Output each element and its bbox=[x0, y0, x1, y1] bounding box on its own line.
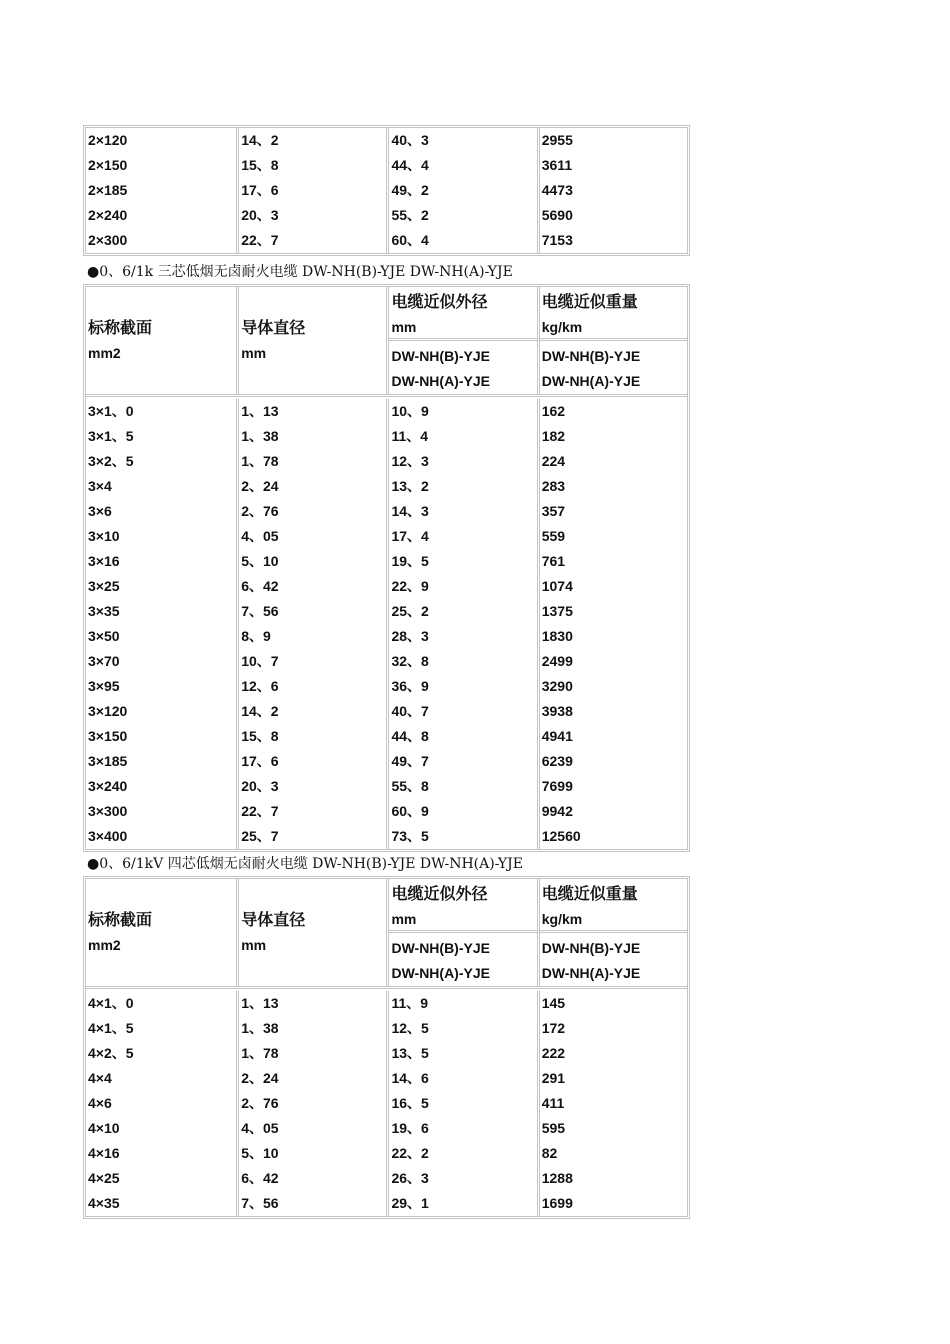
section-value: 4×1、0 bbox=[88, 995, 134, 1011]
weight-value: 6239 bbox=[541, 753, 573, 769]
header-section-unit: mm2 bbox=[88, 344, 121, 361]
header-diameter-unit: mm bbox=[391, 911, 417, 927]
conductor-value: 2、24 bbox=[241, 478, 279, 494]
section-value: 4×10 bbox=[88, 1120, 120, 1136]
conductor-value: 25、7 bbox=[241, 828, 279, 844]
conductor-value: 5、10 bbox=[241, 1145, 279, 1161]
weight-value: 357 bbox=[541, 503, 566, 519]
conductor-value: 14、2 bbox=[241, 703, 279, 719]
section-value: 3×185 bbox=[88, 753, 128, 769]
conductor-value: 2、76 bbox=[241, 1095, 279, 1111]
column-conductor bbox=[236, 991, 386, 1216]
header-diameter-model-a: DW-NH(A)-YJE bbox=[391, 373, 490, 389]
header-conductor bbox=[236, 879, 386, 986]
weight-value: 4473 bbox=[541, 182, 573, 198]
diameter-value: 32、8 bbox=[391, 653, 429, 669]
weight-value: 1074 bbox=[541, 578, 573, 594]
column-section bbox=[86, 991, 236, 1216]
diameter-value: 55、8 bbox=[391, 778, 429, 794]
diameter-value: 44、4 bbox=[391, 157, 429, 173]
column-diameter bbox=[386, 128, 536, 253]
section-value: 4×2、5 bbox=[88, 1045, 134, 1061]
section-value: 2×150 bbox=[88, 157, 128, 173]
header-weight-model-b: DW-NH(B)-YJE bbox=[541, 940, 641, 956]
diameter-value: 17、4 bbox=[391, 528, 429, 544]
section-value: 4×25 bbox=[88, 1170, 120, 1186]
section-value: 3×35 bbox=[88, 603, 120, 619]
section-value: 3×70 bbox=[88, 653, 120, 669]
diameter-value: 11、4 bbox=[391, 428, 429, 444]
header-section-name: 标称截面 bbox=[88, 319, 153, 337]
column-weight bbox=[537, 991, 687, 1216]
header-diameter bbox=[386, 879, 536, 986]
diameter-value: 29、1 bbox=[391, 1195, 429, 1211]
weight-value: 1375 bbox=[541, 603, 573, 619]
diameter-value: 60、9 bbox=[391, 803, 429, 819]
section-value: 4×16 bbox=[88, 1145, 120, 1161]
section-value: 3×150 bbox=[88, 728, 128, 744]
conductor-value: 22、7 bbox=[241, 232, 279, 248]
weight-value: 2499 bbox=[541, 653, 573, 669]
weight-value: 9942 bbox=[541, 803, 573, 819]
weight-value: 145 bbox=[541, 995, 566, 1011]
section-value: 3×95 bbox=[88, 678, 120, 694]
conductor-value: 8、9 bbox=[241, 628, 271, 644]
header-conductor-unit: mm bbox=[241, 936, 267, 953]
weight-value: 283 bbox=[541, 478, 566, 494]
section-value: 2×300 bbox=[88, 232, 128, 248]
weight-value: 222 bbox=[541, 1045, 566, 1061]
weight-value: 2955 bbox=[541, 132, 573, 148]
conductor-value: 12、6 bbox=[241, 678, 279, 694]
header-section-unit: mm2 bbox=[88, 936, 121, 953]
diameter-value: 55、2 bbox=[391, 207, 429, 223]
weight-value: 7153 bbox=[541, 232, 573, 248]
weight-value: 1699 bbox=[541, 1195, 573, 1211]
diameter-value: 25、2 bbox=[391, 603, 429, 619]
diameter-value: 40、3 bbox=[391, 132, 429, 148]
diameter-value: 26、3 bbox=[391, 1170, 429, 1186]
weight-value: 291 bbox=[541, 1070, 566, 1086]
conductor-value: 2、24 bbox=[241, 1070, 279, 1086]
column-section bbox=[86, 128, 236, 253]
section-value: 3×2、5 bbox=[88, 453, 134, 469]
conductor-value: 7、56 bbox=[241, 1195, 279, 1211]
table-header bbox=[86, 287, 687, 397]
column-weight bbox=[537, 399, 687, 849]
conductor-value: 6、42 bbox=[241, 1170, 279, 1186]
conductor-value: 14、2 bbox=[241, 132, 279, 148]
conductor-value: 1、78 bbox=[241, 1045, 279, 1061]
diameter-value: 14、3 bbox=[391, 503, 429, 519]
conductor-value: 20、3 bbox=[241, 207, 279, 223]
section-value: 3×50 bbox=[88, 628, 120, 644]
header-weight-name: 电缆近似重量 bbox=[541, 294, 638, 311]
section-value: 3×400 bbox=[88, 828, 128, 844]
table-body bbox=[86, 989, 687, 1216]
conductor-value: 22、7 bbox=[241, 803, 279, 819]
diameter-value: 11、9 bbox=[391, 995, 429, 1011]
weight-value: 3938 bbox=[541, 703, 573, 719]
section-value: 3×120 bbox=[88, 703, 128, 719]
column-conductor bbox=[236, 399, 386, 849]
header-diameter-name: 电缆近似外径 bbox=[391, 294, 488, 311]
table-body bbox=[86, 128, 687, 253]
diameter-value: 73、5 bbox=[391, 828, 429, 844]
header-weight-name: 电缆近似重量 bbox=[541, 886, 638, 903]
header-diameter-name: 电缆近似外径 bbox=[391, 886, 488, 903]
conductor-value: 1、13 bbox=[241, 995, 279, 1011]
conductor-value: 2、76 bbox=[241, 503, 279, 519]
section-value: 3×300 bbox=[88, 803, 128, 819]
section-value: 2×240 bbox=[88, 207, 128, 223]
header-weight-model-a: DW-NH(A)-YJE bbox=[541, 965, 641, 981]
diameter-value: 10、9 bbox=[391, 403, 429, 419]
conductor-value: 1、13 bbox=[241, 403, 279, 419]
header-section bbox=[86, 287, 236, 394]
section-value: 3×25 bbox=[88, 578, 120, 594]
weight-value: 761 bbox=[541, 553, 566, 569]
header-weight-unit: kg/km bbox=[541, 911, 583, 927]
conductor-value: 17、6 bbox=[241, 753, 279, 769]
section-value: 4×6 bbox=[88, 1095, 112, 1111]
header-diameter-unit: mm bbox=[391, 319, 417, 335]
column-diameter bbox=[386, 991, 536, 1216]
conductor-value: 5、10 bbox=[241, 553, 279, 569]
header-section-name: 标称截面 bbox=[88, 911, 153, 929]
header-conductor-name: 导体直径 bbox=[241, 319, 306, 337]
conductor-value: 20、3 bbox=[241, 778, 279, 794]
section-value: 3×1、0 bbox=[88, 403, 134, 419]
section-value: 4×35 bbox=[88, 1195, 120, 1211]
weight-value: 224 bbox=[541, 453, 566, 469]
diameter-value: 49、2 bbox=[391, 182, 429, 198]
weight-value: 5690 bbox=[541, 207, 573, 223]
weight-value: 559 bbox=[541, 528, 566, 544]
section-value: 3×10 bbox=[88, 528, 120, 544]
weight-value: 162 bbox=[541, 403, 566, 419]
weight-value: 411 bbox=[541, 1095, 565, 1111]
header-diameter-model-b: DW-NH(B)-YJE bbox=[391, 940, 490, 956]
weight-value: 595 bbox=[541, 1120, 566, 1136]
header-diameter-model-b: DW-NH(B)-YJE bbox=[391, 348, 490, 364]
conductor-value: 10、7 bbox=[241, 653, 279, 669]
diameter-value: 13、2 bbox=[391, 478, 429, 494]
weight-value: 7699 bbox=[541, 778, 573, 794]
conductor-value: 4、05 bbox=[241, 528, 279, 544]
header-diameter bbox=[386, 287, 536, 394]
header-weight-model-a: DW-NH(A)-YJE bbox=[541, 373, 641, 389]
weight-value: 4941 bbox=[541, 728, 573, 744]
section-value: 4×1、5 bbox=[88, 1020, 134, 1036]
table-body bbox=[86, 397, 687, 849]
header-weight-model-b: DW-NH(B)-YJE bbox=[541, 348, 641, 364]
weight-value: 172 bbox=[541, 1020, 566, 1036]
header-section bbox=[86, 879, 236, 986]
header-diameter-model-a: DW-NH(A)-YJE bbox=[391, 965, 490, 981]
weight-value: 1288 bbox=[541, 1170, 573, 1186]
header-weight bbox=[537, 879, 687, 986]
section-value: 3×6 bbox=[88, 503, 112, 519]
diameter-value: 12、5 bbox=[391, 1020, 429, 1036]
weight-value: 182 bbox=[541, 428, 566, 444]
table-4core bbox=[83, 876, 690, 1219]
conductor-value: 6、42 bbox=[241, 578, 279, 594]
section-value: 2×185 bbox=[88, 182, 128, 198]
weight-value: 3290 bbox=[541, 678, 573, 694]
weight-value: 12560 bbox=[541, 828, 581, 844]
header-weight bbox=[537, 287, 687, 394]
column-section bbox=[86, 399, 236, 849]
conductor-value: 15、8 bbox=[241, 157, 279, 173]
diameter-value: 40、7 bbox=[391, 703, 429, 719]
table-header bbox=[86, 879, 687, 989]
conductor-value: 15、8 bbox=[241, 728, 279, 744]
diameter-value: 28、3 bbox=[391, 628, 429, 644]
conductor-value: 1、38 bbox=[241, 428, 279, 444]
conductor-value: 17、6 bbox=[241, 182, 279, 198]
table-2core-continuation bbox=[83, 125, 690, 256]
weight-value: 1830 bbox=[541, 628, 573, 644]
section-value: 3×4 bbox=[88, 478, 112, 494]
table-3core bbox=[83, 284, 690, 852]
weight-value: 3611 bbox=[541, 157, 573, 173]
diameter-value: 36、9 bbox=[391, 678, 429, 694]
column-diameter bbox=[386, 399, 536, 849]
column-weight bbox=[537, 128, 687, 253]
column-conductor bbox=[236, 128, 386, 253]
diameter-value: 60、4 bbox=[391, 232, 429, 248]
diameter-value: 19、6 bbox=[391, 1120, 429, 1136]
conductor-value: 1、38 bbox=[241, 1020, 279, 1036]
section-value: 3×16 bbox=[88, 553, 120, 569]
header-conductor bbox=[236, 287, 386, 394]
caption-3core: ●0、6/1k 三芯低烟无卤耐火电缆 DW-NH(B)-YJE DW-NH(A)-YJE bbox=[87, 264, 513, 280]
caption-4core: ●0、6/1kV 四芯低烟无卤耐火电缆 DW-NH(B)-YJE DW-NH(A)-YJE bbox=[87, 856, 523, 872]
diameter-value: 22、2 bbox=[391, 1145, 429, 1161]
header-weight-unit: kg/km bbox=[541, 319, 583, 335]
diameter-value: 44、8 bbox=[391, 728, 429, 744]
conductor-value: 4、05 bbox=[241, 1120, 279, 1136]
conductor-value: 7、56 bbox=[241, 603, 279, 619]
diameter-value: 16、5 bbox=[391, 1095, 429, 1111]
diameter-value: 22、9 bbox=[391, 578, 429, 594]
header-conductor-name: 导体直径 bbox=[241, 911, 306, 929]
diameter-value: 49、7 bbox=[391, 753, 429, 769]
section-value: 2×120 bbox=[88, 132, 128, 148]
header-conductor-unit: mm bbox=[241, 344, 267, 361]
section-value: 3×240 bbox=[88, 778, 128, 794]
diameter-value: 13、5 bbox=[391, 1045, 429, 1061]
diameter-value: 19、5 bbox=[391, 553, 429, 569]
diameter-value: 12、3 bbox=[391, 453, 429, 469]
weight-value: 82 bbox=[541, 1145, 558, 1161]
diameter-value: 14、6 bbox=[391, 1070, 429, 1086]
conductor-value: 1、78 bbox=[241, 453, 279, 469]
section-value: 3×1、5 bbox=[88, 428, 134, 444]
section-value: 4×4 bbox=[88, 1070, 112, 1086]
